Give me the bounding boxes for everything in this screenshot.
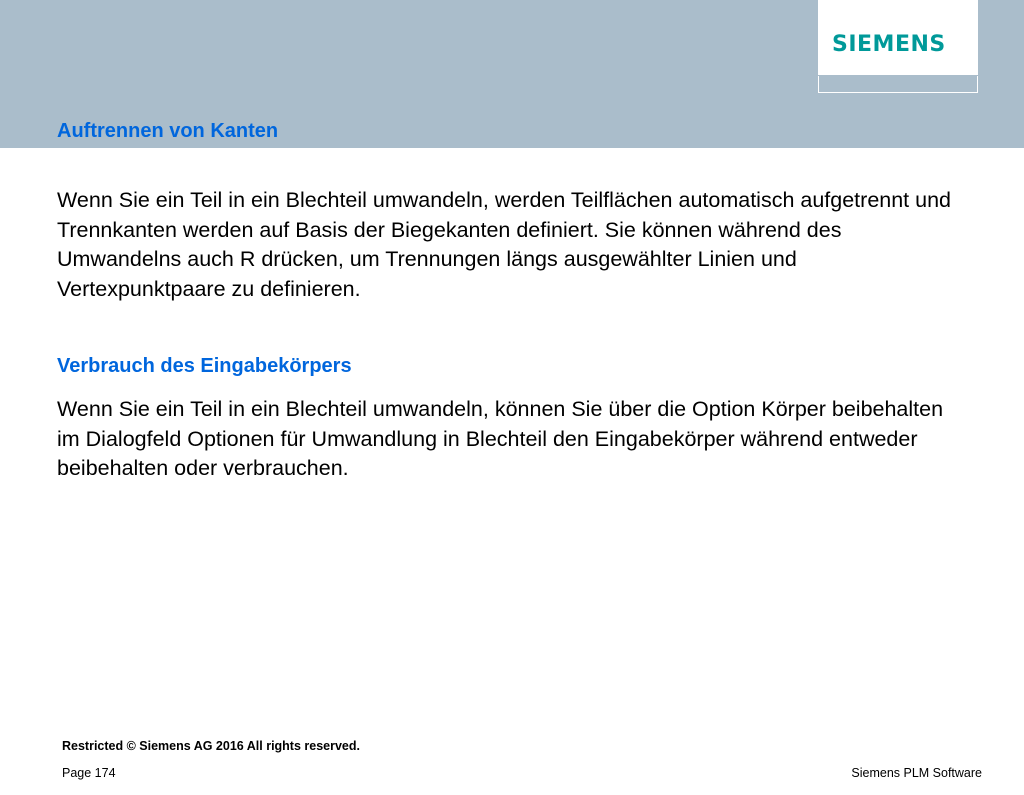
section-title-auftrennen: Auftrennen von Kanten	[57, 120, 279, 142]
section-title-verbrauch: Verbrauch des Eingabekörpers	[57, 355, 352, 377]
section-body-auftrennen: Wenn Sie ein Teil in ein Blechteil umwandeln, werden Teilflächen automatisch aufgetrennt und Trennkanten werden auf Basis der Biegekanten definiert. Sie können während des Umwandelns auch R drücken, um Trennungen längs ausgewählter Linien und Vertexpunktpaare zu definieren.	[57, 188, 952, 301]
siemens-logo: SIEMENS	[832, 32, 946, 57]
logo-frame	[818, 76, 978, 93]
section-body-verbrauch: Wenn Sie ein Teil in ein Blechteil umwandeln, können Sie über die Option Körper beibehalten im Dialogfeld Optionen für Umwandlung in Blechteil den Eingabekörper während entweder beibehalten oder verbrauchen.	[57, 397, 944, 480]
footer-copyright: Restricted © Siemens AG 2016 All rights reserved.	[62, 739, 360, 753]
footer-brand: Siemens PLM Software	[851, 766, 982, 780]
footer-page-number: Page 174	[62, 766, 116, 780]
